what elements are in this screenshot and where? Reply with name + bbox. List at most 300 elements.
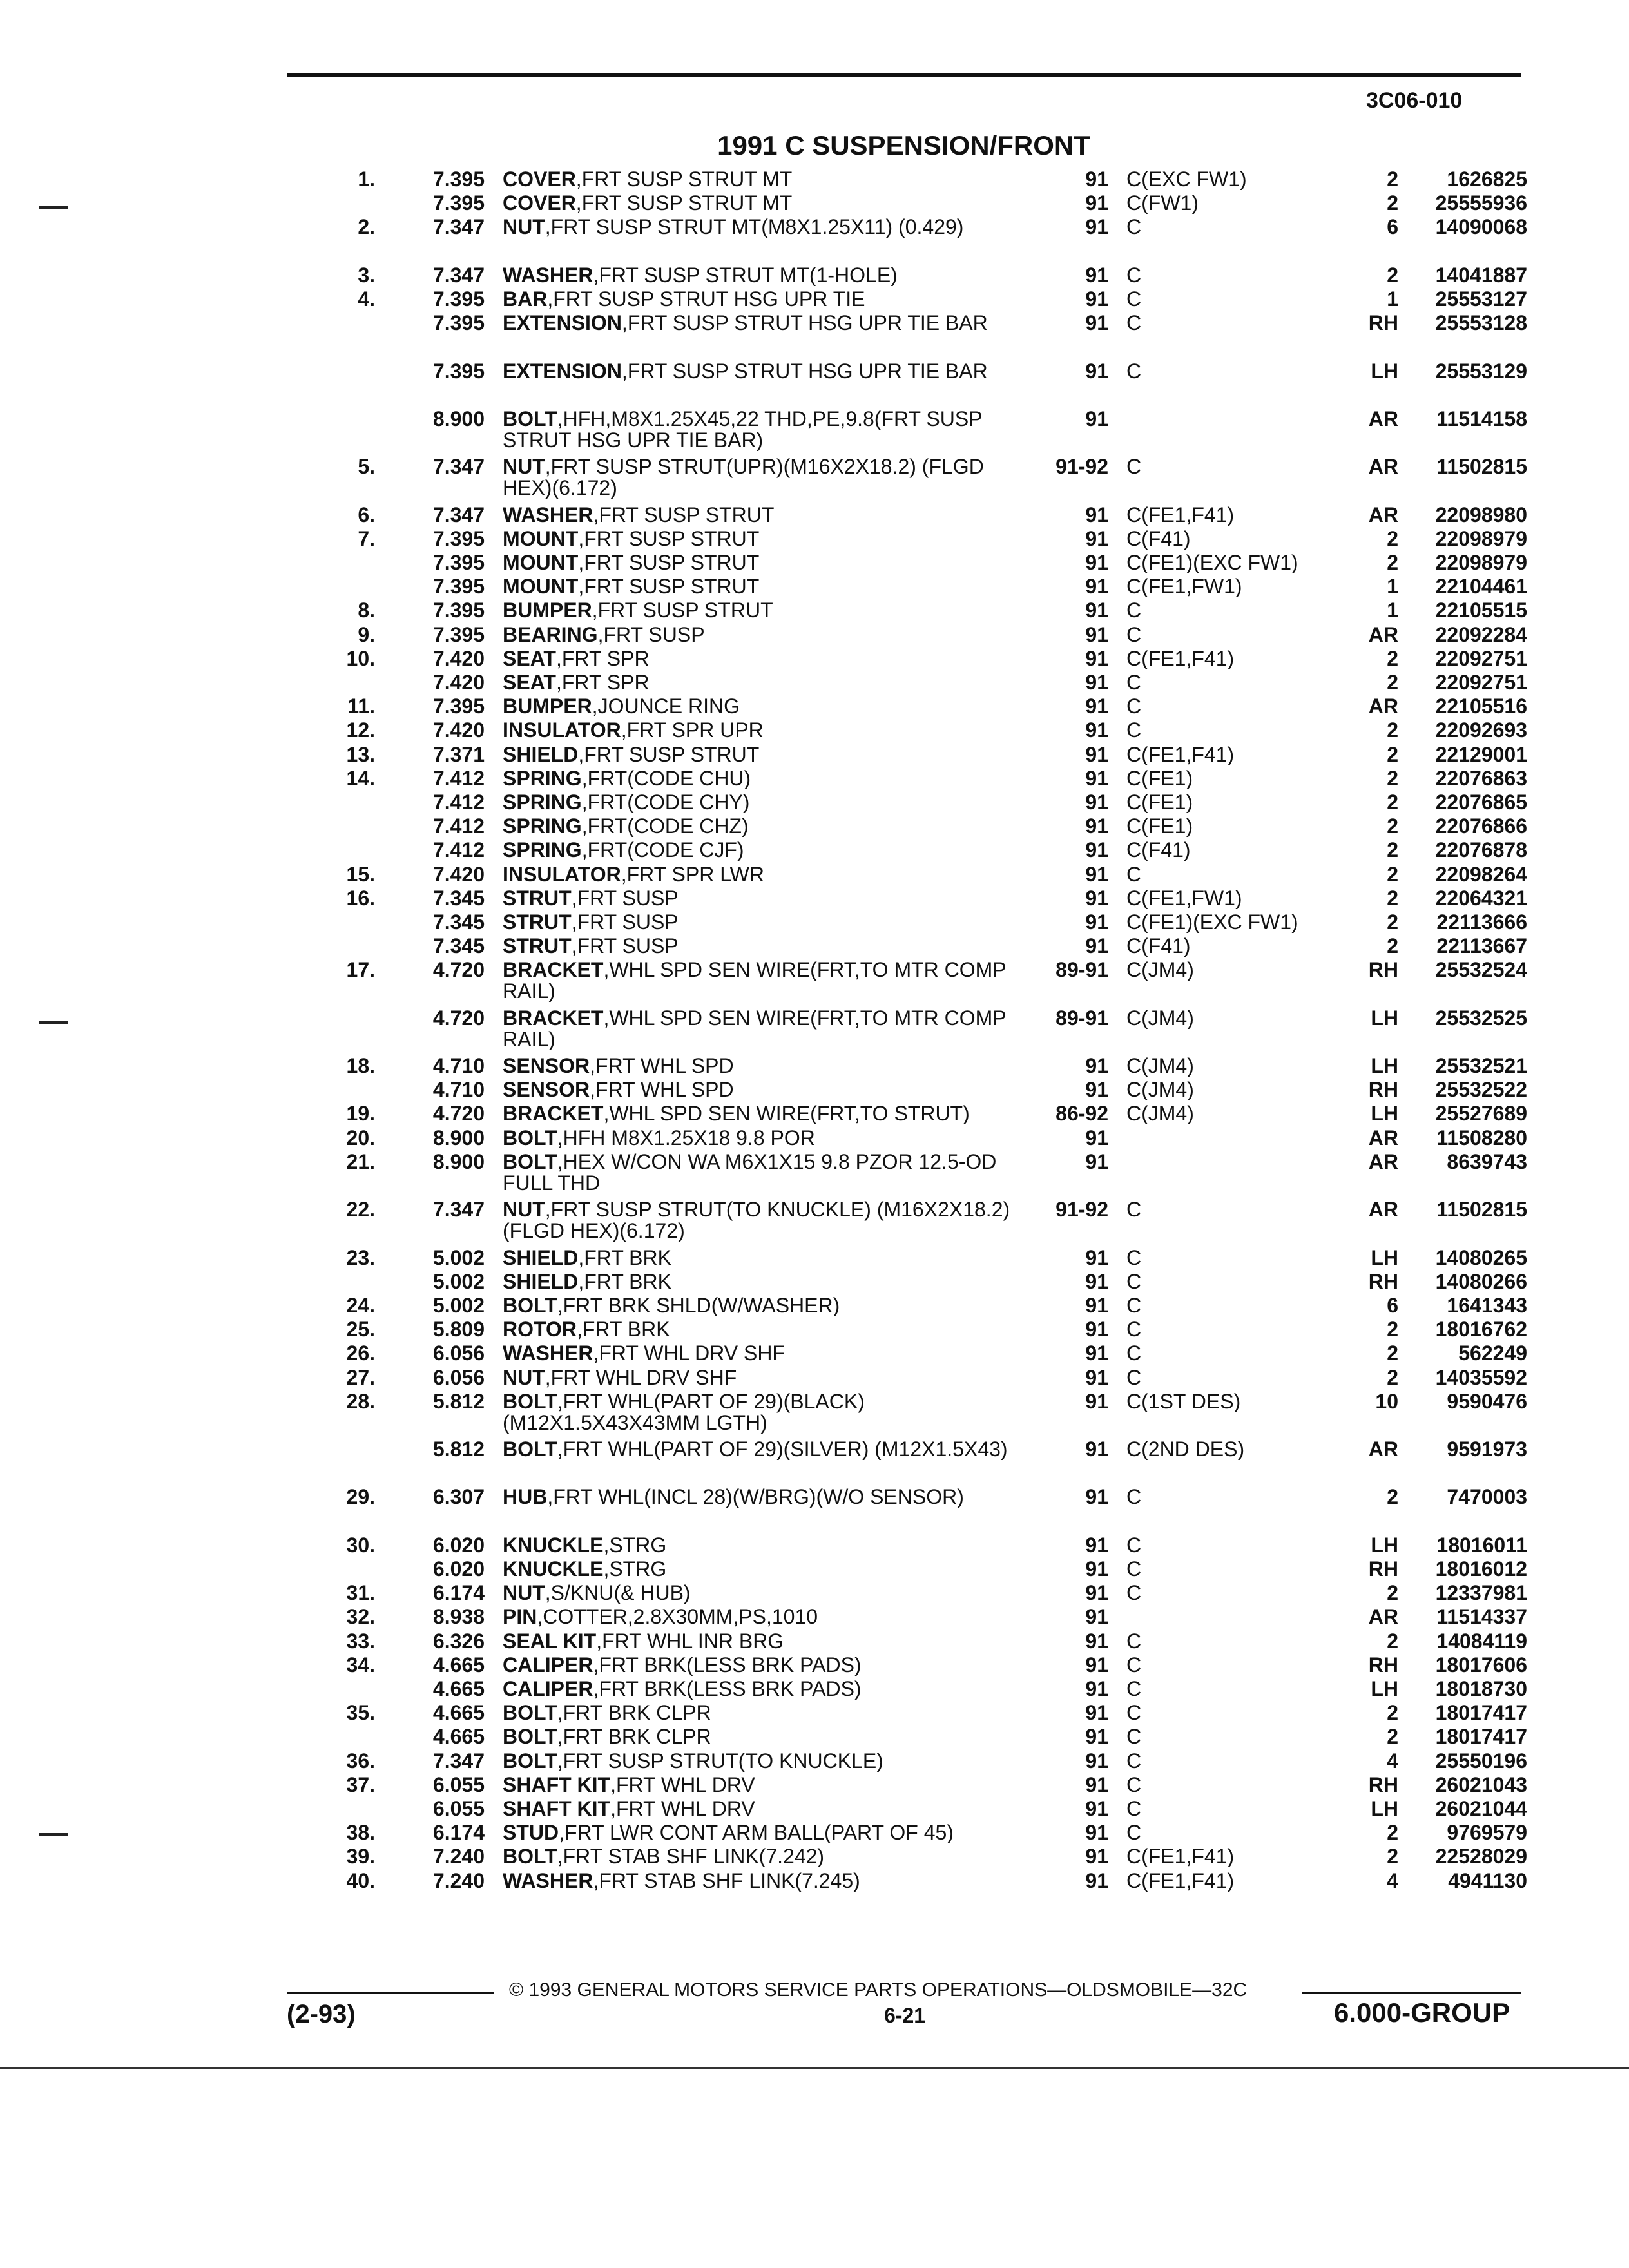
model-code: C(FE1,F41) <box>1126 744 1235 765</box>
model-year: 91 <box>1085 671 1108 695</box>
part-number: 22076865 <box>1435 790 1527 814</box>
part-name: SPRING <box>503 767 582 789</box>
group-number: 7.395 <box>432 575 485 599</box>
group-number: 7.345 <box>432 934 485 958</box>
part-number: 22098979 <box>1435 551 1527 575</box>
footer-rule-left <box>287 1992 494 1994</box>
quantity: 2 <box>1387 838 1398 862</box>
group-number: 7.395 <box>432 311 485 335</box>
group-number: 4.720 <box>432 1006 485 1030</box>
item-number: 38. <box>346 1821 375 1845</box>
part-detail: ,STRG <box>603 1534 667 1556</box>
group-number: 7.412 <box>432 814 485 838</box>
model-year: 91 <box>1085 1605 1108 1629</box>
model-code: C(FE1) <box>1126 816 1193 838</box>
model-code: C <box>1126 600 1142 622</box>
part-number: 22129001 <box>1435 742 1527 766</box>
part-description <box>485 1295 1032 1316</box>
part-number: 11502815 <box>1436 455 1527 479</box>
part-description <box>485 1606 1032 1628</box>
model-code: C(F41) <box>1126 936 1191 957</box>
model-year: 91 <box>1085 1054 1108 1078</box>
part-number: 22076878 <box>1435 838 1527 862</box>
model-year: 91 <box>1085 215 1108 239</box>
item-number: 34. <box>346 1653 375 1677</box>
part-row <box>0 840 1629 863</box>
part-detail: ,FRT STAB SHF LINK(7.242) <box>557 1846 825 1868</box>
model-code: C(2ND DES) <box>1126 1439 1245 1461</box>
model-code: C(F41) <box>1126 840 1191 861</box>
group-number: 7.345 <box>432 886 485 910</box>
item-number: 9. <box>358 622 375 646</box>
part-name: NUT <box>503 456 545 479</box>
part-detail: ,FRT SUSP <box>571 911 679 933</box>
part-description <box>485 1774 1032 1796</box>
item-number: 13. <box>346 742 375 766</box>
part-description <box>485 456 1032 499</box>
part-row <box>0 1199 1629 1247</box>
part-name: BOLT <box>503 1127 557 1149</box>
part-description <box>485 1319 1032 1340</box>
part-description <box>485 1870 1032 1892</box>
quantity: 2 <box>1387 551 1398 575</box>
model-year: 91 <box>1085 1437 1108 1461</box>
model-year: 91 <box>1085 838 1108 862</box>
part-row <box>0 1055 1629 1079</box>
model-code: C(FE1,FW1) <box>1126 887 1242 909</box>
quantity: 2 <box>1387 718 1398 742</box>
part-row <box>0 1846 1629 1870</box>
model-code: C(JM4) <box>1126 1055 1194 1077</box>
part-description <box>485 552 1032 573</box>
model-code: C(FE1) <box>1126 791 1193 813</box>
model-code: C <box>1126 1798 1142 1820</box>
group-number: 7.420 <box>432 671 485 695</box>
part-description <box>485 361 1032 382</box>
part-detail: ,FRT BRK CLPR <box>557 1702 711 1724</box>
part-row <box>0 1822 1629 1846</box>
model-year: 91 <box>1085 886 1108 910</box>
part-name: STUD <box>503 1822 559 1844</box>
part-description <box>485 1199 1032 1242</box>
group-number: 5.812 <box>432 1437 485 1461</box>
part-row <box>0 720 1629 744</box>
quantity: 2 <box>1387 790 1398 814</box>
part-row <box>0 505 1629 528</box>
part-number: 25532524 <box>1435 958 1527 982</box>
quantity: RH <box>1368 1557 1398 1581</box>
model-code: C(JM4) <box>1126 959 1194 981</box>
model-year: 91 <box>1085 599 1108 622</box>
quantity: 2 <box>1387 886 1398 910</box>
group-number: 7.345 <box>432 910 485 934</box>
part-detail: ,FRT SUSP STRUT HSG UPR TIE BAR <box>621 360 988 382</box>
model-year: 91 <box>1085 263 1108 287</box>
model-year: 91 <box>1085 1269 1108 1293</box>
model-year: 91 <box>1085 503 1108 526</box>
model-code: C <box>1126 1654 1142 1676</box>
part-detail: ,FRT SPR <box>555 672 650 694</box>
model-year: 91 <box>1085 1365 1108 1389</box>
part-name: BUMPER <box>503 600 592 622</box>
part-description <box>485 672 1032 693</box>
part-detail: ,FRT(CODE CHZ) <box>581 816 749 838</box>
part-name: SHIELD <box>503 1247 579 1269</box>
part-row <box>0 1726 1629 1750</box>
part-number: 22098979 <box>1435 526 1527 550</box>
part-name: WASHER <box>503 264 593 286</box>
part-number: 7470003 <box>1447 1485 1527 1509</box>
model-year: 91 <box>1085 287 1108 311</box>
part-detail: ,FRT SPR UPR <box>621 720 764 742</box>
part-name: COVER <box>503 193 576 215</box>
part-row <box>0 648 1629 672</box>
model-code: C <box>1126 1582 1142 1604</box>
group-number: 5.812 <box>432 1389 485 1413</box>
quantity: 1 <box>1387 287 1398 311</box>
model-code: C <box>1126 1199 1142 1221</box>
part-detail: ,HFH M8X1.25X18 9.8 POR <box>557 1127 815 1149</box>
part-row <box>0 169 1629 193</box>
quantity: 2 <box>1387 1365 1398 1389</box>
part-row <box>0 1870 1629 1894</box>
part-name: NUT <box>503 1199 545 1222</box>
model-code: C <box>1126 288 1142 310</box>
quantity: 6 <box>1387 215 1398 239</box>
part-number: 14080266 <box>1435 1269 1527 1293</box>
part-number: 18018730 <box>1435 1677 1527 1700</box>
model-year: 86-92 <box>1055 1102 1108 1126</box>
part-detail: ,HFH,M8X1.25X45,22 THD,PE,9.8(FRT SUSP STRUT HSG UPR TIE BAR) <box>503 408 982 451</box>
part-row <box>0 1535 1629 1559</box>
model-year: 91 <box>1085 1557 1108 1581</box>
part-name: BAR <box>503 288 548 310</box>
model-code: C <box>1126 1294 1142 1316</box>
quantity: 4 <box>1387 1869 1398 1892</box>
part-number: 562249 <box>1458 1341 1527 1365</box>
quantity: LH <box>1371 1245 1398 1269</box>
part-description <box>485 864 1032 885</box>
model-year: 91 <box>1085 695 1108 718</box>
part-row <box>0 1008 1629 1055</box>
model-code: C <box>1126 1678 1142 1700</box>
part-number: 22105516 <box>1435 695 1527 718</box>
part-description <box>485 888 1032 909</box>
part-detail: ,FRT WHL DRV <box>610 1798 755 1820</box>
part-description <box>485 1247 1032 1269</box>
part-detail: ,FRT LWR CONT ARM BALL(PART OF 45) <box>559 1822 954 1844</box>
group-number: 7.395 <box>432 526 485 550</box>
part-name: MOUNT <box>503 576 579 598</box>
part-row <box>0 1798 1629 1822</box>
part-name: NUT <box>503 1582 545 1604</box>
part-name: SENSOR <box>503 1055 590 1077</box>
item-number: 29. <box>346 1485 375 1509</box>
quantity: 2 <box>1387 168 1398 191</box>
part-name: BOLT <box>503 1750 557 1772</box>
quantity: 2 <box>1387 766 1398 790</box>
part-name: WASHER <box>503 1343 593 1365</box>
group-number: 4.720 <box>432 1102 485 1126</box>
item-number: 3. <box>358 263 375 287</box>
part-detail: ,WHL SPD SEN WIRE(FRT,TO MTR COMP RAIL) <box>503 1007 1007 1050</box>
group-number: 4.720 <box>432 958 485 982</box>
part-number: 22113666 <box>1436 910 1527 934</box>
model-year: 91 <box>1085 168 1108 191</box>
part-detail: ,FRT(CODE CJF) <box>581 840 744 861</box>
model-code: C <box>1126 216 1142 238</box>
page-title: 1991 C SUSPENSION/FRONT <box>717 130 1090 160</box>
part-number: 18017417 <box>1435 1725 1527 1749</box>
part-description <box>485 169 1032 190</box>
part-row <box>0 1151 1629 1199</box>
item-number: 4. <box>358 287 375 311</box>
part-row <box>0 864 1629 888</box>
part-detail: ,JOUNCE RING <box>592 696 740 718</box>
part-detail: ,FRT(CODE CHY) <box>581 791 750 813</box>
part-description <box>485 505 1032 526</box>
part-name: BOLT <box>503 1390 557 1413</box>
part-name: SPRING <box>503 816 582 838</box>
part-name: NUT <box>503 216 545 238</box>
quantity: 2 <box>1387 263 1398 287</box>
part-description <box>485 624 1032 646</box>
group-label: 6.000-GROUP <box>1334 1997 1510 2028</box>
group-number: 7.395 <box>432 622 485 646</box>
quantity: LH <box>1371 1796 1398 1820</box>
part-name: KNUCKLE <box>503 1559 604 1581</box>
part-description <box>485 1343 1032 1364</box>
model-year: 91 <box>1085 1581 1108 1605</box>
part-description <box>485 1846 1032 1867</box>
part-description <box>485 216 1032 238</box>
part-name: BUMPER <box>503 696 592 718</box>
model-code: C(FE1,F41) <box>1126 1846 1235 1868</box>
model-code: C <box>1126 1367 1142 1389</box>
model-year: 91-92 <box>1055 455 1108 479</box>
part-description <box>485 1103 1032 1124</box>
part-name: NUT <box>503 1367 545 1389</box>
quantity: 2 <box>1387 671 1398 695</box>
part-name: BRACKET <box>503 1103 604 1125</box>
group-number: 7.420 <box>432 718 485 742</box>
item-number: 2. <box>358 215 375 239</box>
part-detail: ,FRT SUSP <box>571 887 679 909</box>
quantity: LH <box>1371 359 1398 383</box>
part-description <box>485 1535 1032 1556</box>
model-year: 91 <box>1085 934 1108 958</box>
quantity: 1 <box>1387 575 1398 599</box>
part-description <box>485 936 1032 957</box>
model-code: C(FE1)(EXC FW1) <box>1126 911 1298 933</box>
part-number: 25555936 <box>1435 191 1527 215</box>
part-detail: ,FRT SUSP STRUT <box>593 504 775 526</box>
model-code: C(1ST DES) <box>1126 1390 1241 1412</box>
part-description <box>485 1367 1032 1389</box>
model-year: 91 <box>1085 526 1108 550</box>
group-number: 6.056 <box>432 1341 485 1365</box>
model-code: C <box>1126 312 1142 334</box>
quantity: LH <box>1371 1677 1398 1700</box>
part-detail: ,FRT SPR LWR <box>621 863 764 885</box>
group-number: 7.347 <box>432 503 485 526</box>
part-row <box>0 1439 1629 1486</box>
item-number: 5. <box>358 455 375 479</box>
part-row <box>0 1655 1629 1678</box>
item-number: 8. <box>358 599 375 622</box>
item-number: 21. <box>346 1149 375 1173</box>
group-number: 7.395 <box>432 287 485 311</box>
model-code: C <box>1126 1822 1142 1844</box>
quantity: LH <box>1371 1533 1398 1557</box>
part-detail: ,FRT SUSP STRUT MT <box>575 193 793 215</box>
item-number: 19. <box>346 1102 375 1126</box>
part-detail: ,FRT SUSP STRUT MT(1-HOLE) <box>593 264 898 286</box>
part-row <box>0 1295 1629 1319</box>
quantity: RH <box>1368 958 1398 982</box>
group-number: 7.420 <box>432 646 485 670</box>
item-number: 39. <box>346 1845 375 1869</box>
model-year: 89-91 <box>1055 958 1108 982</box>
model-year: 91 <box>1085 1341 1108 1365</box>
part-name: BOLT <box>503 1294 557 1316</box>
group-number: 5.002 <box>432 1293 485 1317</box>
model-year: 91-92 <box>1055 1198 1108 1222</box>
part-row <box>0 1343 1629 1367</box>
bottom-rule <box>0 2067 1629 2069</box>
copyright-text: © 1993 GENERAL MOTORS SERVICE PARTS OPERATIONS—OLDSMOBILE—32C <box>509 1979 1248 2001</box>
model-code: C <box>1126 1319 1142 1341</box>
quantity: AR <box>1368 1126 1398 1149</box>
part-detail: ,FRT SUSP STRUT <box>578 528 760 550</box>
model-year: 91 <box>1085 1318 1108 1341</box>
quantity: RH <box>1368 1078 1398 1102</box>
quantity: 2 <box>1387 742 1398 766</box>
part-name: MOUNT <box>503 552 579 574</box>
part-detail: ,FRT BRK CLPR <box>557 1726 711 1748</box>
part-name: SENSOR <box>503 1079 590 1101</box>
group-number: 7.412 <box>432 766 485 790</box>
item-number: 36. <box>346 1749 375 1773</box>
group-number: 4.710 <box>432 1054 485 1078</box>
item-number: 15. <box>346 862 375 886</box>
part-description <box>485 1631 1032 1652</box>
quantity: AR <box>1368 695 1398 718</box>
part-name: EXTENSION <box>503 360 622 382</box>
quantity: LH <box>1371 1102 1398 1126</box>
item-number: 10. <box>346 646 375 670</box>
model-year: 91 <box>1085 1533 1108 1557</box>
part-row <box>0 1247 1629 1271</box>
model-code: C(EXC FW1) <box>1126 169 1247 190</box>
quantity: 6 <box>1387 1293 1398 1317</box>
quantity: 2 <box>1387 1701 1398 1725</box>
part-number: 14084119 <box>1436 1629 1527 1653</box>
group-number: 6.307 <box>432 1485 485 1509</box>
quantity: 1 <box>1387 599 1398 622</box>
quantity: AR <box>1368 503 1398 526</box>
part-detail: ,FRT SUSP STRUT(TO KNUCKLE) <box>557 1750 883 1772</box>
quantity: RH <box>1368 311 1398 335</box>
quantity: RH <box>1368 1773 1398 1796</box>
part-detail: ,FRT STAB SHF LINK(7.245) <box>593 1870 860 1892</box>
item-number: 33. <box>346 1629 375 1653</box>
item-number: 27. <box>346 1365 375 1389</box>
model-year: 89-91 <box>1055 1006 1108 1030</box>
group-number: 4.665 <box>432 1653 485 1677</box>
model-code: C(FE1,F41) <box>1126 504 1235 526</box>
part-name: SHIELD <box>503 1271 579 1293</box>
part-row <box>0 1319 1629 1343</box>
item-number: 32. <box>346 1605 375 1629</box>
part-number: 4941130 <box>1448 1869 1527 1892</box>
part-description <box>485 720 1032 741</box>
model-code: C <box>1126 1559 1142 1581</box>
part-number: 1641343 <box>1447 1293 1527 1317</box>
model-code: C(FE1,F41) <box>1126 648 1235 669</box>
item-number: 30. <box>346 1533 375 1557</box>
part-name: SHAFT KIT <box>503 1798 611 1820</box>
part-row <box>0 1486 1629 1534</box>
part-number: 22528029 <box>1435 1845 1527 1869</box>
part-name: BRACKET <box>503 959 604 982</box>
part-number: 22113667 <box>1436 934 1527 958</box>
quantity: 2 <box>1387 1629 1398 1653</box>
group-number: 6.020 <box>432 1557 485 1581</box>
quantity: 2 <box>1387 1821 1398 1845</box>
quantity: 2 <box>1387 646 1398 670</box>
part-number: 22092284 <box>1435 622 1527 646</box>
part-name: INSULATOR <box>503 720 621 742</box>
part-name: BOLT <box>503 1151 557 1173</box>
group-number: 8.900 <box>432 1149 485 1173</box>
model-year: 91 <box>1085 814 1108 838</box>
model-code: C <box>1126 1702 1142 1724</box>
part-detail: ,FRT SUSP STRUT(UPR)(M16X2X18.2) (FLGD HEX)(6.172) <box>503 456 984 499</box>
part-number: 9769579 <box>1447 1821 1527 1845</box>
part-row <box>0 1103 1629 1127</box>
part-detail: ,FRT SUSP STRUT <box>578 552 760 574</box>
item-number: 11. <box>347 695 375 718</box>
part-name: STRUT <box>503 936 572 957</box>
part-description <box>485 1702 1032 1724</box>
quantity: 4 <box>1387 1749 1398 1773</box>
group-number: 7.347 <box>432 263 485 287</box>
item-number: 18. <box>346 1054 375 1078</box>
part-description <box>485 1655 1032 1676</box>
part-name: PIN <box>503 1606 537 1628</box>
item-number: 24. <box>346 1293 375 1317</box>
part-number: 22104461 <box>1435 575 1527 599</box>
part-description <box>485 959 1032 1002</box>
part-name: BEARING <box>503 624 598 646</box>
group-number: 7.240 <box>432 1845 485 1869</box>
model-year: 91 <box>1085 1725 1108 1749</box>
part-description <box>485 576 1032 597</box>
part-row <box>0 696 1629 720</box>
item-number: 7. <box>358 526 375 550</box>
model-year: 91 <box>1085 311 1108 335</box>
model-year: 91 <box>1085 742 1108 766</box>
parts-list <box>0 169 1629 1894</box>
model-code: C(FE1,FW1) <box>1126 576 1242 598</box>
quantity: 2 <box>1387 1581 1398 1605</box>
group-number: 7.395 <box>432 359 485 383</box>
part-description <box>485 528 1032 550</box>
group-number: 6.174 <box>432 1821 485 1845</box>
part-name: STRUT <box>503 911 572 933</box>
part-detail: ,FRT BRK <box>578 1271 671 1293</box>
